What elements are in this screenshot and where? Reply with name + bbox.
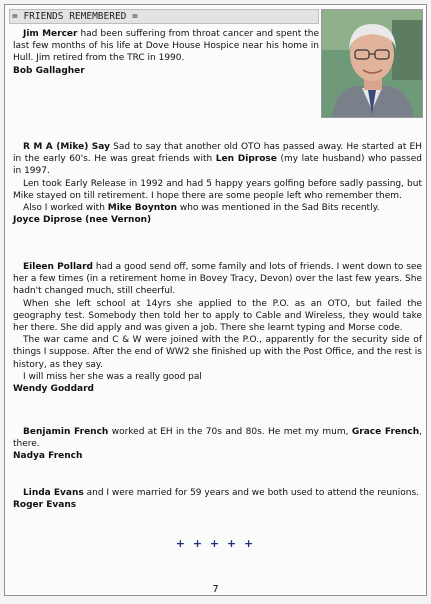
tribute-mentioned-name: Mike Boynton xyxy=(107,203,177,214)
newsletter-page xyxy=(4,4,427,596)
tribute-signature: Nadya French xyxy=(13,451,83,462)
tribute-benjamin-french xyxy=(13,426,422,463)
portrait-image xyxy=(322,10,422,117)
section-divider: + + + + + xyxy=(175,537,256,550)
tribute-jim-mercer xyxy=(13,28,319,77)
tribute-paragraph: Len took Early Release in 1992 and had 5 happy years golfing before sadly passing, but Mike stayed on till retirement. I hope there are some people left who remember them. xyxy=(13,178,422,201)
tribute-name: Jim Mercer xyxy=(23,29,78,39)
tribute-text: Also I worked with xyxy=(23,203,108,214)
tribute-paragraph: When she left school at 14yrs she applied to the P.O. as an OTO, but failed the geography test. Somebody then told her to apply to Cable and Wireless, they would take her there. She did apply and was given a job. There she learnt typing and Morse code. xyxy=(13,298,422,334)
tribute-name: Eileen Pollard xyxy=(23,262,93,272)
tribute-text: Sad to say that another old OTO has passed away. He started at EH in the early 60's. He was great friends with xyxy=(13,142,422,165)
tribute-signature: Wendy Goddard xyxy=(13,384,94,395)
tribute-paragraph xyxy=(13,487,422,499)
tribute-paragraph xyxy=(13,261,422,298)
tribute-name: R M A (Mike) Say xyxy=(23,142,110,152)
tribute-name: Linda Evans xyxy=(23,488,84,498)
tribute-text: , there. xyxy=(13,427,423,450)
tribute-text: had been suffering from throat cancer and spent the last few months of his life at Dove House Hospice near his home in Hull. Jim retired from the TRC in 1990. xyxy=(13,29,319,64)
tribute-paragraph: The war came and C & W were joined with the P.O., apparently for the security side of things I suppose. After the end of WW2 she finished up with the Post Office, and the rest is history, as they say. xyxy=(13,335,422,370)
tribute-paragraph xyxy=(13,28,319,65)
tribute-text: (my late husband) who passed in 1997. xyxy=(13,154,422,177)
tribute-mentioned-name: Len Diprose xyxy=(215,154,277,165)
tribute-text: had a good send off, some family and lots of friends. I went down to see her a few times (in a retirement home in Bovey Tracy, Devon) over the last few years. She hadn't changed much, still cheerful. xyxy=(13,262,422,297)
tribute-paragraph xyxy=(13,202,422,214)
portrait-photo xyxy=(321,9,423,118)
tribute-eileen-pollard xyxy=(13,261,422,395)
tribute-signature: Bob Gallagher xyxy=(13,65,85,76)
tribute-signature: Roger Evans xyxy=(13,500,77,511)
section-header: = FRIENDS REMEMBERED = xyxy=(9,9,319,24)
tribute-paragraph: I will miss her she was a really good pal xyxy=(23,371,202,382)
tribute-mike-say xyxy=(13,141,422,226)
tribute-text: worked at EH in the 70s and 80s. He met my mum, xyxy=(108,427,352,437)
tribute-paragraph xyxy=(13,141,422,178)
tribute-linda-evans xyxy=(13,487,422,511)
tribute-name: Benjamin French xyxy=(23,427,109,437)
tribute-paragraph xyxy=(13,426,422,450)
tribute-text: who was mentioned in the Sad Bits recently. xyxy=(177,203,380,214)
tribute-text: and I were married for 59 years and we both used to attend the reunions. xyxy=(83,488,420,498)
page-number: 7 xyxy=(212,584,219,595)
tribute-signature: Joyce Diprose (nee Vernon) xyxy=(13,215,152,226)
tribute-mentioned-name: Grace French xyxy=(351,427,420,437)
